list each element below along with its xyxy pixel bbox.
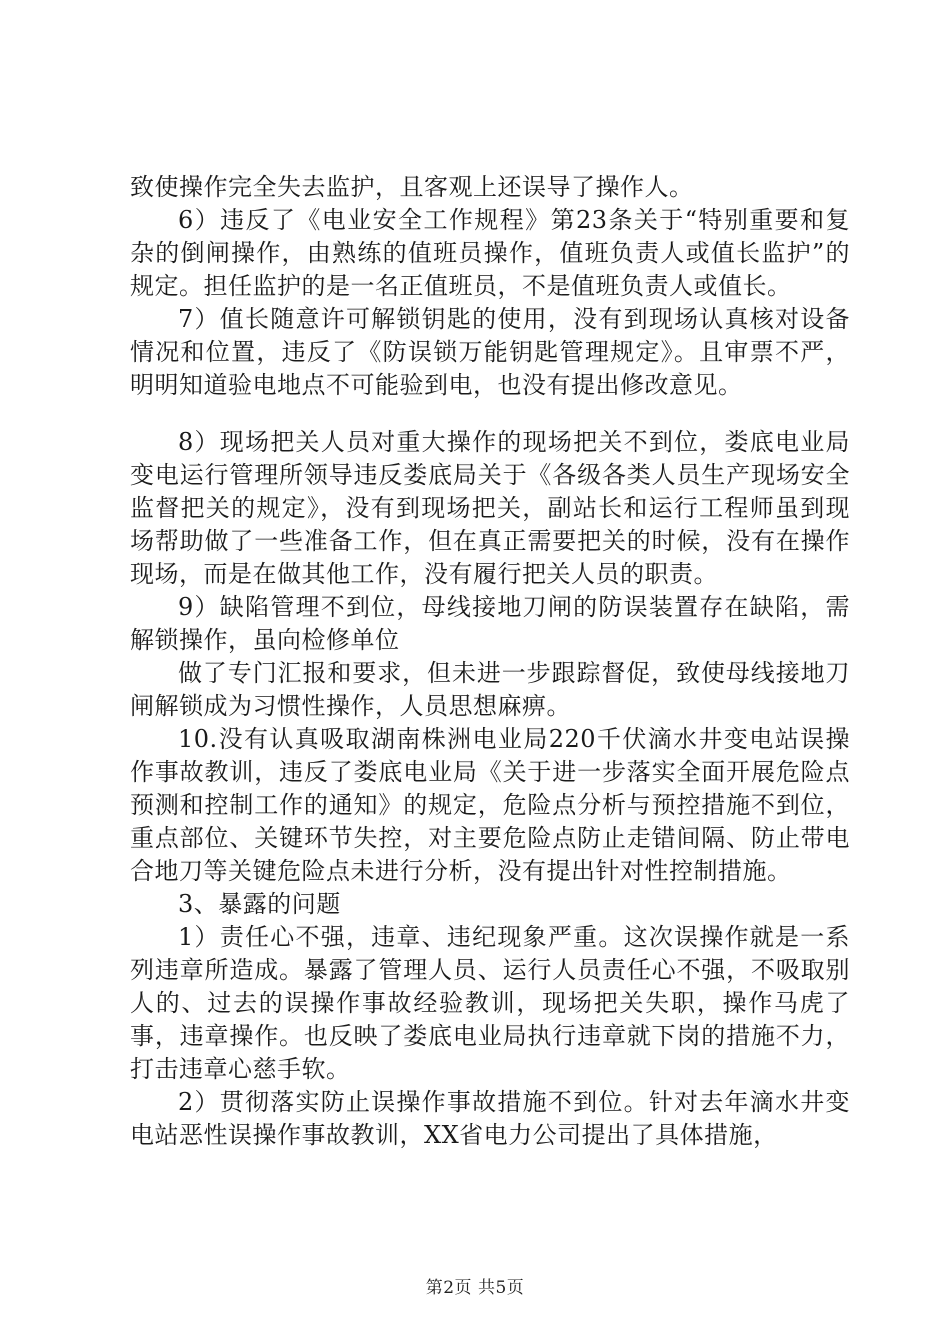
- paragraph-problem-2: 2）贯彻落实防止误操作事故措施不到位。针对去年滴水井变电站恶性误操作事故教训，XX省电力公司提出了具体措施，: [130, 1088, 850, 1149]
- page-footer: 第2页 共5页: [425, 1278, 525, 1298]
- paragraph-problem-1: 1）责任心不强，违章、违纪现象严重。这次误操作就是一系列违章所造成。暴露了管理人员、运行人员责任心不强，不吸取别人的、过去的误操作事故经验教训，现场把关失职，操作马虎了事，违章操作。也反映了娄底电业局执行违章就下岗的措施不力，打击违章心慈手软。: [130, 923, 850, 1083]
- paragraph-item-6: 6）违反了《电业安全工作规程》第23条关于“特别重要和复杂的倒闸操作，由熟练的值班员操作，值班负责人或值长监护”的规定。担任监护的是一名正值班员，不是值班负责人或值长。: [130, 206, 850, 300]
- paragraph-item-7: 7）值长随意许可解锁钥匙的使用，没有到现场认真核对设备情况和位置，违反了《防误锁万能钥匙管理规定》。且审票不严，明明知道验电地点不可能验到电，也没有提出修改意见。: [130, 305, 850, 399]
- document-body: [130, 171, 850, 1152]
- paragraph-item-8: 8）现场把关人员对重大操作的现场把关不到位，娄底电业局变电运行管理所领导违反娄底局关于《各级各类人员生产现场安全监督把关的规定》，没有到现场把关，副站长和运行工程师虽到现场帮助做了一些准备工作，但在真正需要把关的时候，没有在操作现场，而是在做其他工作，没有履行把关人员的职责。: [130, 428, 850, 588]
- paragraph-item-9: 9）缺陷管理不到位，母线接地刀闸的防误装置存在缺陷，需解锁操作，虽向检修单位: [130, 593, 850, 654]
- paragraph-gap: [130, 402, 850, 426]
- section-heading: 3、暴露的问题: [178, 890, 341, 918]
- paragraph-continuation: 致使操作完全失去监护，且客观上还误导了操作人。: [130, 173, 694, 201]
- paragraph-item-9-continued: 做了专门汇报和要求，但未进一步跟踪督促，致使母线接地刀闸解锁成为习惯性操作，人员思想麻痹。: [130, 659, 850, 720]
- paragraph-item-10: 10.没有认真吸取湖南株洲电业局220千伏滴水井变电站误操作事故教训，违反了娄底电业局《关于进一步落实全面开展危险点预测和控制工作的通知》的规定，危险点分析与预控措施不到位，重点部位、关键环节失控，对主要危险点防止走错间隔、防止带电合地刀等关键危险点未进行分析，没有提出针对性控制措施。: [130, 725, 850, 885]
